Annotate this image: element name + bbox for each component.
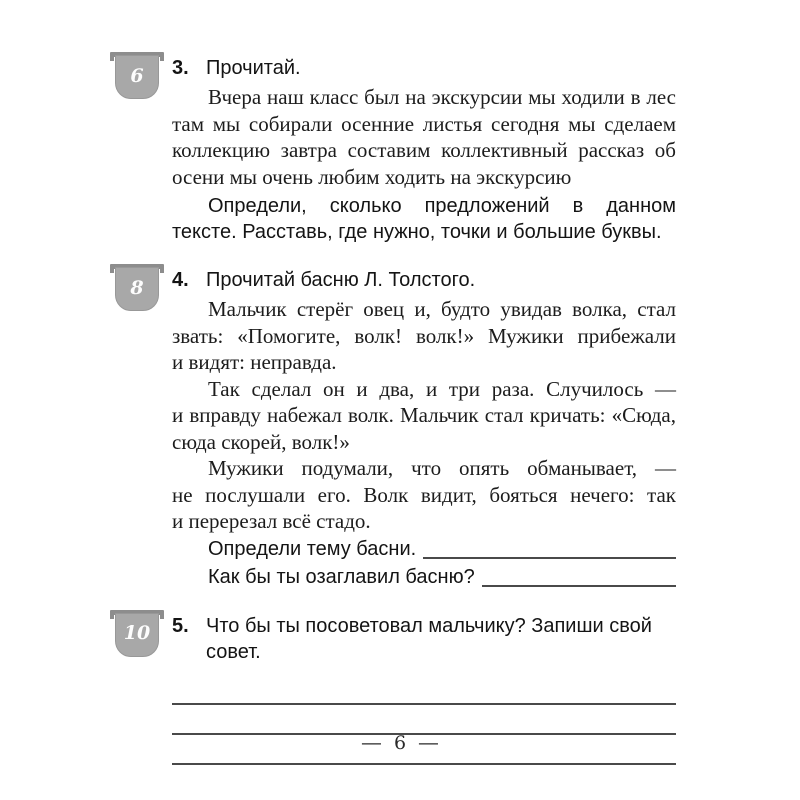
bookmark-body-icon — [115, 613, 159, 657]
exercise-number: 3. — [172, 57, 189, 79]
answer-line — [482, 585, 676, 587]
instruction-text: Определи, сколько предложений в данном тексте. Расставь, где нужно, точки и большие буквы. — [172, 195, 676, 243]
exercise-title: Прочитай. — [206, 57, 301, 79]
exercise-4 — [130, 267, 676, 591]
exercise-header — [172, 55, 676, 81]
exercise-number: 5. — [172, 614, 189, 637]
prompt-row — [172, 564, 676, 591]
answer-line — [423, 557, 676, 559]
margin-tab-6 — [115, 52, 159, 99]
margin-tab-8 — [115, 264, 159, 311]
footer-dash: — — [361, 732, 382, 754]
tab-number: 6 — [130, 64, 144, 87]
bookmark-body-icon — [115, 55, 159, 99]
passage-paragraph: Вчера наш класс был на экскурсии мы ходили в лес там мы собирали осенние листья сегодня мы сделаем коллекцию завтра составим коллективный рассказ об осени мы очень любим ходить на экскурсию — [172, 85, 676, 189]
prompt-text: Определи тему басни. — [208, 537, 417, 560]
passage-paragraph: Мужики подумали, что опять обманывает, — не послушали его. Волк видит, бояться нечего: так и перерезал всё стадо. — [172, 456, 676, 533]
tab-number: 10 — [123, 622, 151, 644]
tab-number: 8 — [130, 276, 144, 299]
write-line — [172, 675, 676, 705]
prompt-text: Как бы ты озаглавил басню? — [208, 565, 475, 588]
footer-dash: — — [418, 732, 439, 754]
bookmark-body-icon — [115, 267, 159, 311]
exercise-number: 4. — [172, 269, 189, 291]
margin-tab-10 — [115, 610, 159, 657]
exercise-header — [172, 267, 676, 293]
passage-paragraph: Так сделал он и два, и три раза. Случилось — и вправду набежал волк. Мальчик стал кричать: «Сюда, сюда скорей, волк!» — [172, 376, 676, 454]
page-number: 6 — [393, 732, 407, 754]
exercise-title: Что бы ты посоветовал мальчику? Запиши свой совет. — [206, 614, 652, 663]
page-footer — [0, 732, 800, 754]
exercise-3 — [130, 55, 676, 245]
reading-passage — [172, 84, 676, 190]
prompt-row — [172, 536, 676, 563]
write-line — [172, 705, 676, 735]
exercise-header — [172, 613, 676, 665]
fable-text — [172, 296, 676, 535]
passage-paragraph: Мальчик стерёг овец и, будто увидав волка, стал звать: «Помогите, волк! волк!» Мужики прибежали и видят: неправда. — [172, 297, 676, 374]
exercise-title: Прочитай басню Л. Толстого. — [206, 269, 476, 291]
